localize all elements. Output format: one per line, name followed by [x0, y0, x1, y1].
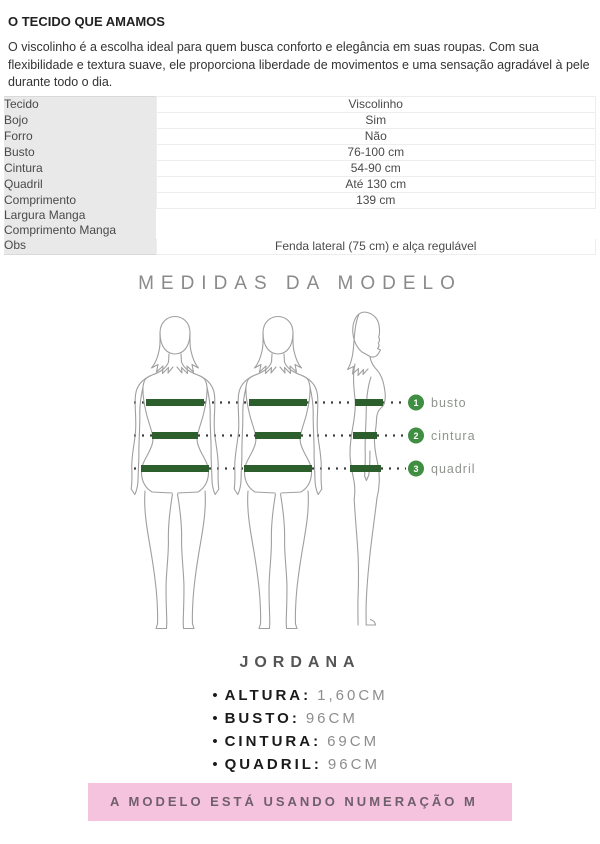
stat-cintura [212, 730, 387, 753]
spec-label-cell: Forro [4, 128, 156, 144]
table-row [4, 192, 596, 208]
spec-label-cell: Busto [4, 144, 156, 160]
measurement-diagram [0, 304, 600, 642]
fabric-description: O viscolinho é a escolha ideal para quem busca conforto e elegância em suas roupas. Com sua flexibilidade e textura suave, ele proporciona liberdade de movimentos e uma sensação agradável à pele durante todo o dia. [8, 40, 590, 89]
stat-label: • CINTURA: [224, 732, 322, 750]
table-row [4, 238, 596, 254]
quadril-label: quadril [431, 461, 476, 476]
spec-label-cell: Comprimento [4, 192, 156, 208]
table-row [4, 208, 596, 223]
spec-value-cell: Até 130 cm [156, 176, 596, 192]
spec-label-cell: Cintura [4, 160, 156, 176]
cintura-label: cintura [431, 428, 476, 443]
spec-value-cell: Não [156, 128, 596, 144]
stat-quadril [212, 753, 387, 776]
stat-value: 96CM [327, 755, 380, 773]
stat-label: • QUADRIL: [224, 755, 322, 773]
marker-busto [408, 394, 467, 410]
model-name: JORDANA [239, 653, 361, 671]
spec-label-cell: Quadril [4, 176, 156, 192]
marker-cintura [408, 427, 476, 443]
spec-value-cell: 139 cm [156, 192, 596, 208]
stat-value: 1,60CM [317, 686, 388, 704]
stat-altura [212, 684, 387, 707]
spec-value-cell: Sim [156, 112, 596, 128]
spec-label-cell: Largura Manga [4, 208, 156, 223]
measurements-heading: MEDIDAS DA MODELO [138, 272, 462, 294]
svg-text:2: 2 [413, 430, 419, 441]
spec-value-cell: Fenda lateral (75 cm) e alça regulável [156, 238, 596, 254]
table-row [4, 144, 596, 160]
size-note-banner: A MODELO ESTÁ USANDO NUMERAÇÃO M [88, 783, 512, 821]
stat-busto [212, 707, 387, 730]
stat-value: 69CM [327, 732, 380, 750]
spec-value-cell: 54-90 cm [156, 160, 596, 176]
spec-label-cell: Tecido [4, 96, 156, 112]
table-row [4, 112, 596, 128]
section-title: O TECIDO QUE AMAMOS [8, 14, 165, 29]
svg-text:3: 3 [413, 463, 419, 474]
table-row [4, 160, 596, 176]
table-row [4, 128, 596, 144]
stat-label: • BUSTO: [224, 709, 300, 727]
figure-back [234, 316, 322, 628]
table-row [4, 176, 596, 192]
table-row [4, 96, 596, 112]
stat-value: 96CM [305, 709, 358, 727]
figure-side [348, 312, 386, 625]
marker-quadril [408, 460, 476, 476]
spec-label-cell: Comprimento Manga [4, 223, 156, 238]
svg-text:1: 1 [413, 397, 419, 408]
spec-value-cell: Viscolinho [156, 96, 596, 112]
busto-label: busto [431, 395, 467, 410]
spec-value-cell: 76-100 cm [156, 144, 596, 160]
spec-label-cell: Bojo [4, 112, 156, 128]
stat-label: • ALTURA: [224, 686, 312, 704]
figure-front [131, 316, 219, 628]
model-stats-list [212, 684, 387, 776]
table-row [4, 223, 596, 238]
spec-table [4, 96, 596, 255]
spec-value-cell [156, 223, 596, 238]
spec-label-cell: Obs [4, 238, 156, 254]
spec-value-cell [156, 208, 596, 223]
